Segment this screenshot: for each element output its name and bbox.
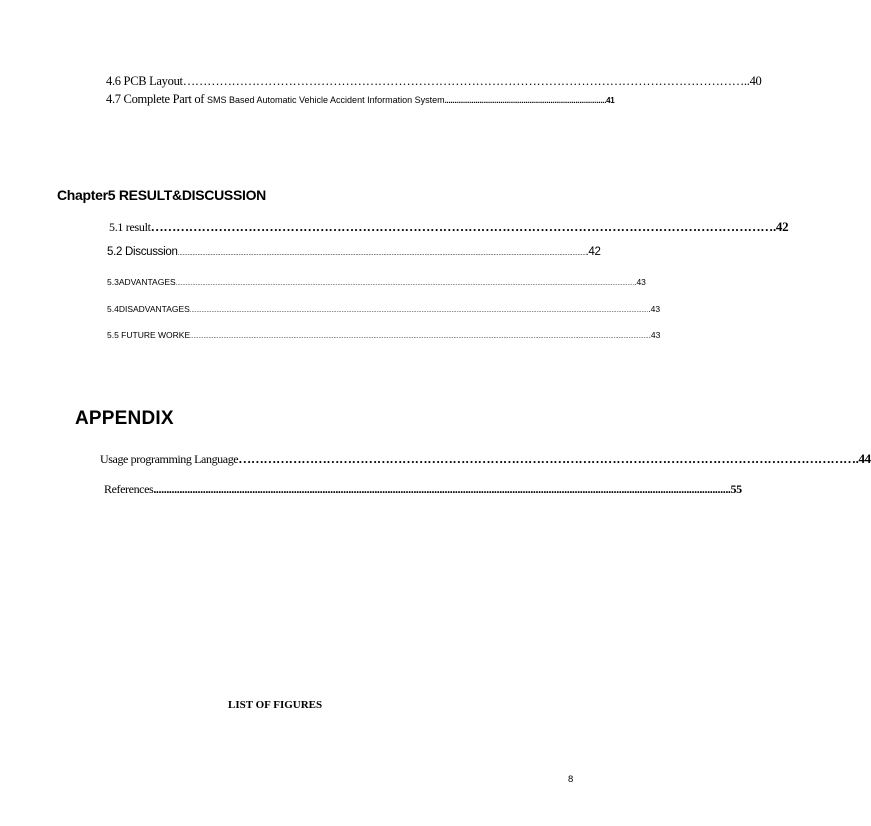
- toc-entry-page: .42: [772, 219, 789, 234]
- toc-entry-5-4: [107, 304, 661, 314]
- toc-entry-page: ..40: [743, 74, 762, 88]
- toc-entry-label: References: [104, 482, 154, 496]
- toc-entry-label: 5.1 result: [109, 220, 151, 234]
- leader-dots: …………………………………………………………………………………………………………………………: [182, 74, 744, 88]
- toc-entry-page: 41: [606, 96, 615, 105]
- page-number: 8: [568, 774, 574, 785]
- toc-entry-4-7: [106, 92, 615, 107]
- toc-entry-5-3: [107, 277, 646, 287]
- leader-dots: ..............................................................................................................................................................................................................................: [153, 482, 731, 496]
- toc-entry-5-1: [109, 219, 789, 235]
- toc-entry-page: .43: [648, 330, 661, 340]
- toc-entry-4-6: [106, 74, 762, 89]
- toc-entry-label: 5.5 FUTURE WORKE: [107, 330, 191, 340]
- toc-entry-page: .43: [648, 304, 661, 314]
- leader-dots: ........................................................................................................................................................................................................................................................: [177, 250, 586, 257]
- toc-entry-label: [106, 92, 445, 107]
- leader-dots: ...................................................................................................................................................................................................................................................................................: [189, 308, 649, 314]
- toc-entry-label: 5.2 Discussion: [107, 246, 178, 258]
- toc-entry-page: .44: [855, 451, 871, 466]
- list-of-figures-heading: LIST OF FIGURES: [228, 699, 323, 711]
- toc-entry-label: 5.3ADVANTAGES: [107, 277, 176, 287]
- leader-dots: …………………………………………………………………………………………………………………………………: [238, 451, 856, 466]
- toc-entry-label-prefix: 4.7 Complete Part of: [106, 92, 207, 106]
- chapter5-heading: Chapter5 RESULT&DISCUSSION: [57, 187, 266, 203]
- leader-dots: …………………………………………………………………………………………………………………………………: [150, 219, 773, 234]
- toc-entry-label-suffix: SMS Based Automatic Vehicle Accident Information System: [206, 95, 445, 105]
- leader-dots: ....................................................................................: [444, 96, 607, 105]
- toc-entry-page: 55: [730, 482, 742, 496]
- appendix-heading: APPENDIX: [75, 408, 174, 429]
- leader-dots: ...................................................................................................................................................................................................................................................................................: [190, 334, 649, 340]
- toc-entry-page: .42: [585, 246, 601, 258]
- toc-entry-references: [104, 482, 742, 497]
- leader-dots: ...................................................................................................................................................................................................................................................................................: [175, 281, 635, 287]
- toc-entry-5-2: [107, 246, 601, 258]
- toc-entry-5-5: [107, 330, 661, 340]
- toc-entry-label: 4.6 PCB Layout: [106, 74, 183, 88]
- toc-entry-page: .43: [634, 277, 646, 287]
- toc-entry-label: Usage programming Language: [100, 452, 239, 466]
- toc-entry-label: 5.4DISADVANTAGES: [107, 304, 190, 314]
- toc-entry-programming-language: [100, 451, 871, 467]
